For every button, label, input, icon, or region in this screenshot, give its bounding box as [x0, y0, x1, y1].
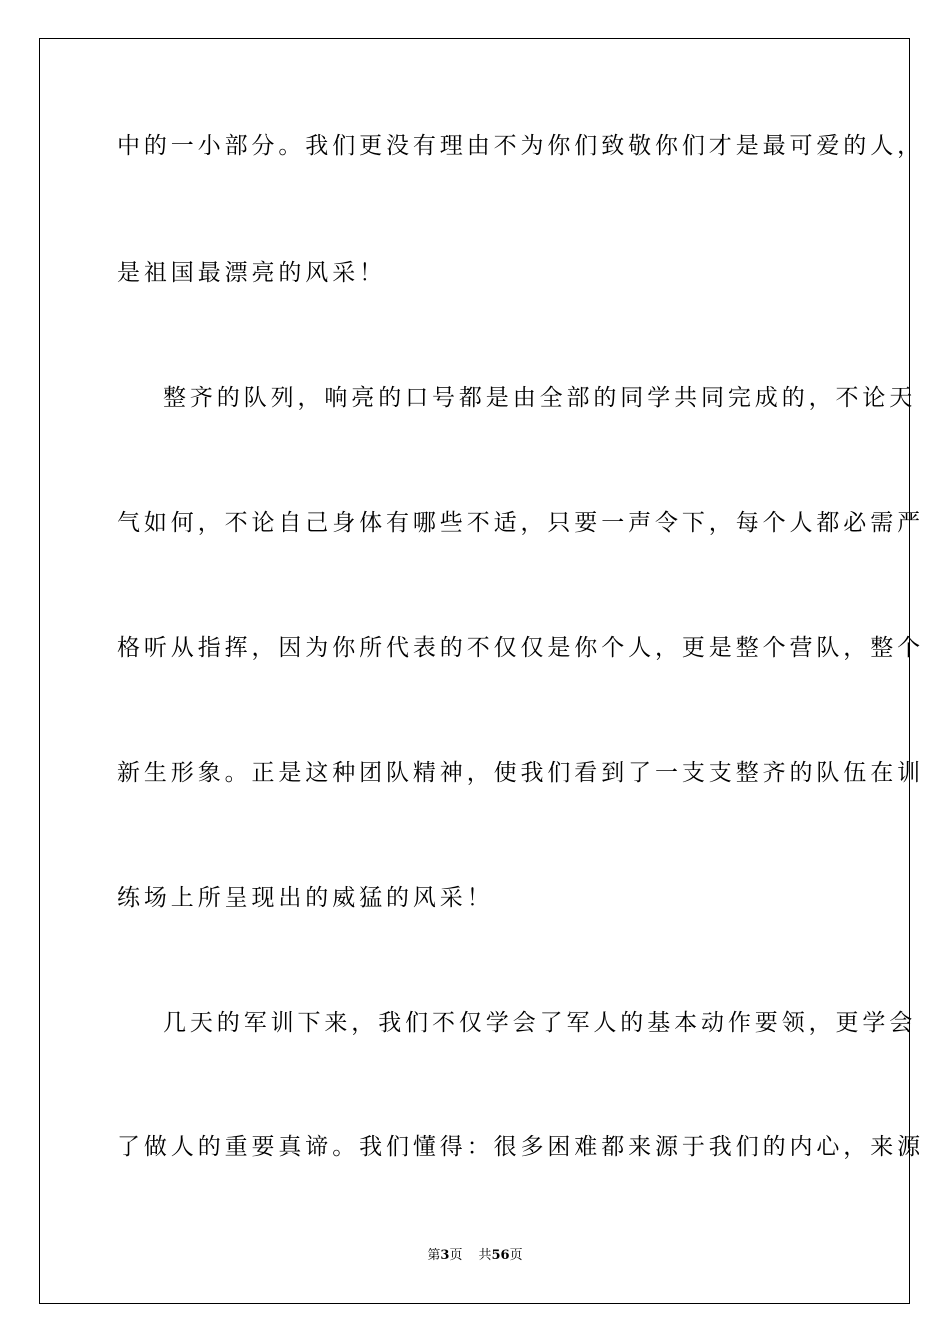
body-line-8: 几天的军训下来，我们不仅学会了军人的基本动作要领，更学会 — [163, 1010, 917, 1036]
body-line-1: 中的一小部分。我们更没有理由不为你们致敬你们才是最可爱的人， — [117, 133, 924, 159]
total-suffix: 页 — [509, 1248, 523, 1263]
body-line-3: 整齐的队列，响亮的口号都是由全部的同学共同完成的，不论天 — [163, 385, 917, 411]
body-line-9: 了做人的重要真谛。我们懂得：很多困难都来源于我们的内心，来源 — [117, 1134, 924, 1160]
page-prefix: 第 — [427, 1248, 441, 1263]
page-number: 3 — [440, 1248, 450, 1263]
total-prefix: 共 — [478, 1248, 492, 1263]
body-line-5: 格听从指挥，因为你所代表的不仅仅是你个人，更是整个营队，整个 — [117, 635, 924, 661]
body-line-7: 练场上所呈现出的威猛的风采！ — [117, 885, 494, 911]
total-pages: 56 — [491, 1248, 510, 1263]
page-suffix: 页 — [449, 1248, 463, 1263]
body-line-4: 气如何，不论自己身体有哪些不适，只要一声令下，每个人都必需严 — [117, 510, 924, 536]
body-line-6: 新生形象。正是这种团队精神，使我们看到了一支支整齐的队伍在训 — [117, 760, 924, 786]
body-line-2: 是祖国最漂亮的风采！ — [117, 260, 386, 286]
page-footer — [0, 1247, 950, 1265]
page-border — [39, 38, 924, 1304]
